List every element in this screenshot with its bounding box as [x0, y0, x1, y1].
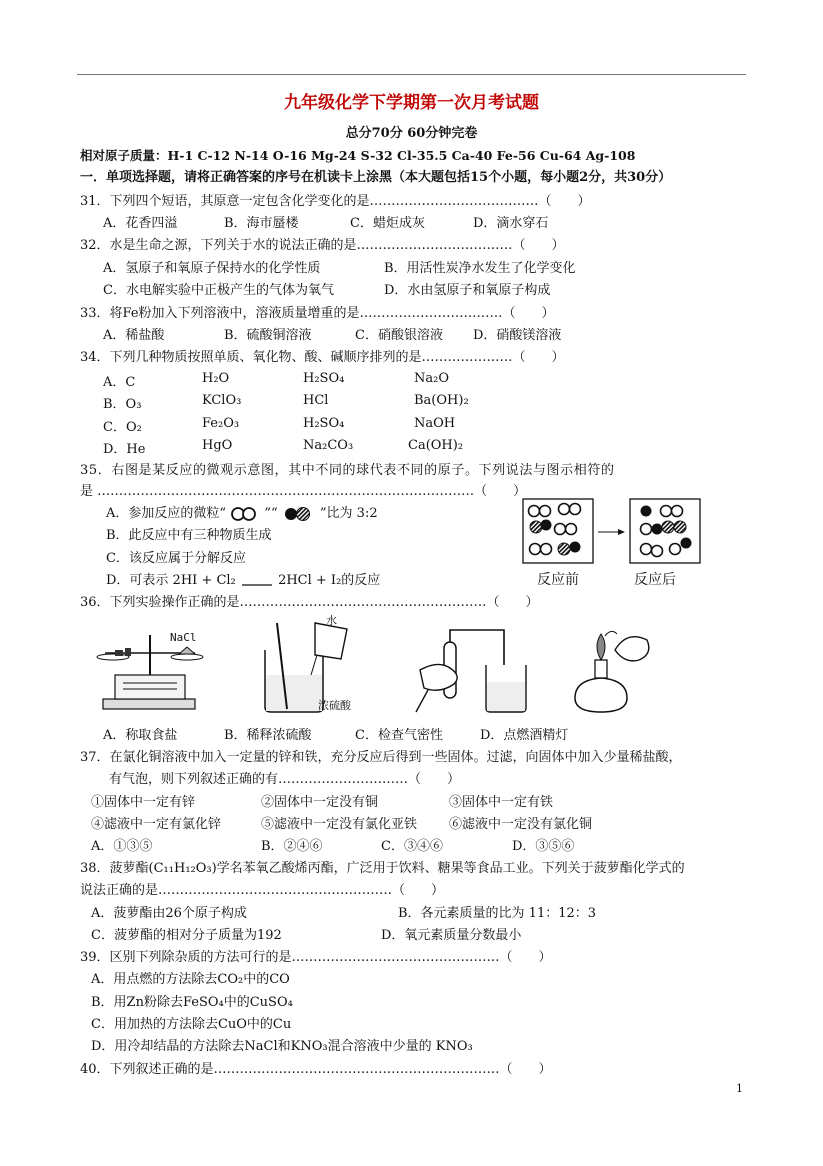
q38-option-a: A．菠萝酯由26个原子构成 [91, 906, 247, 921]
q35-option-c: C．该反应属于分解反应 [106, 551, 246, 566]
question-32-stem: 32．水是生命之源，下列关于水的说法正确的是………………………………（ ） [80, 238, 565, 253]
q37-option-c: C．③④⑥ [381, 839, 443, 854]
q37-option-d: D．③⑤⑥ [512, 839, 575, 854]
q34-row-b-col3: HCl [303, 393, 329, 408]
q38-option-b: B．各元素质量的比为 11：12：3 [398, 906, 597, 921]
q34-row-d-col3: Na₂CO₃ [303, 438, 354, 453]
question-37-stem-line1: 37．在氯化铜溶液中加入一定量的锌和铁，充分反应后得到一些固体。过滤，向固体中加入少量稀盐酸， [80, 750, 682, 765]
reaction-diagram [520, 497, 720, 567]
q34-row-a-col3: H₂SO₄ [303, 371, 345, 386]
atomic-mass-line: 相对原子质量：H-1 C-12 N-14 O-16 Mg-24 S-32 Cl-35.5 Ca-40 Fe-56 Cu-64 Ag-108 [80, 148, 636, 163]
exam-subtitle: 总分70分 60分钟完卷 [345, 126, 478, 141]
q37-option-b: B．②④⑥ [261, 839, 323, 854]
q34-row-b-col4: Ba(OH)₂ [414, 393, 469, 408]
q32-option-c: C．水电解实验中正极产生的气体为氧气 [103, 283, 334, 298]
label-before-reaction: 反应前 [537, 572, 579, 588]
question-38-stem-line2: 说法正确的是………………………………………………（ ） [80, 883, 445, 898]
q36-option-b: B．稀释浓硫酸 [224, 728, 312, 743]
q32-option-a: A．氢原子和氧原子保持水的化学性质 [103, 261, 321, 276]
q34-row-c-col3: H₂SO₄ [303, 416, 345, 431]
q37-option-a: A．①③⑤ [91, 839, 153, 854]
q39-option-d: D．用冷却结晶的方法除去NaCl和KNO₃混合溶液中少量的 KNO₃ [91, 1039, 473, 1054]
question-35-stem-line1: 35．右图是某反应的微观示意图，其中不同的球代表不同的原子。下列说法与图示相符的 [80, 463, 615, 478]
q33-option-d: D．硝酸镁溶液 [473, 328, 562, 343]
question-33-stem: 33．将Fe粉加入下列溶液中，溶液质量增重的是……………………………（ ） [80, 306, 555, 321]
q37-item-4: ④滤液中一定有氯化锌 [91, 817, 222, 832]
q35-option-a-suffix: ”比为 3:2 [319, 506, 378, 521]
page-title: 九年级化学下学期第一次月考试题 [284, 93, 539, 113]
q34-row-b-col2: KClO₃ [202, 393, 242, 408]
q33-option-b: B．硫酸铜溶液 [224, 328, 312, 343]
question-36-stem: 36．下列实验操作正确的是…………………………………………………（ ） [80, 595, 539, 610]
q36-option-c: C．检查气密性 [355, 728, 443, 743]
q33-option-c: C．硝酸银溶液 [355, 328, 443, 343]
q35-option-a-prefix: A．参加反应的微粒“ [106, 506, 227, 521]
q34-row-a-col1: A．C [103, 375, 136, 390]
q37-item-1: ①固体中一定有锌 [91, 795, 196, 810]
before-box [523, 499, 593, 563]
question-38-stem-line1: 38．菠萝酯(C₁₁H₁₂O₃)学名苯氧乙酸烯丙酯，广泛用于饮料、糖果等食品工业。下列关于菠萝酯化学式的 [80, 861, 685, 876]
question-39-stem: 39．区别下列除杂质的方法可行的是…………………………………………（ ） [80, 950, 552, 965]
header-rule [77, 74, 746, 75]
concentrated-acid-label: 浓硫酸 [318, 699, 351, 712]
q31-option-a: A．花香四溢 [103, 216, 178, 231]
q39-option-b: B．用Zn粉除去FeSO₄中的CuSO₄ [91, 995, 293, 1010]
q36-option-d: D．点燃酒精灯 [480, 728, 569, 743]
q34-row-c-col2: Fe₂O₃ [202, 416, 240, 431]
question-40-stem: 40．下列叙述正确的是…………………………………………………………（ ） [80, 1062, 552, 1077]
q32-option-b: B．用活性炭净水发生了化学变化 [384, 261, 576, 276]
q37-item-5: ⑤滤液中一定没有氯化亚铁 [261, 817, 418, 832]
q35-option-a [106, 502, 378, 522]
alcohol-lamp-illustration [565, 620, 655, 715]
water-label: 水 [326, 614, 337, 627]
q31-option-d: D．滴水穿石 [473, 216, 549, 231]
question-31-stem: 31．下列四个短语，其原意一定包含化学变化的是…………………………………（ ） [80, 194, 591, 209]
after-box [630, 499, 700, 563]
reaction-arrow [598, 529, 625, 535]
q39-option-a: A．用点燃的方法除去CO₂中的CO [91, 972, 290, 987]
page-number: 1 [736, 1082, 743, 1095]
q34-row-a-col4: Na₂O [414, 371, 449, 386]
q35-option-d-suffix: 2HCl + I₂的反应 [278, 573, 381, 588]
q38-option-c: C．菠萝酯的相对分子质量为192 [91, 928, 282, 943]
q37-item-6: ⑥滤液中一定没有氯化铜 [449, 817, 593, 832]
q34-row-c-col4: NaOH [414, 416, 456, 431]
q34-row-b-col1: B．O₃ [103, 397, 142, 412]
q39-option-c: C．用加热的方法除去CuO中的Cu [91, 1017, 292, 1032]
q35-option-d-prefix: D．可表示 2HI + Cl₂ [106, 573, 236, 588]
airtightness-check-illustration [410, 620, 530, 715]
q34-row-a-col2: H₂O [202, 371, 230, 386]
q37-item-2: ②固体中一定没有铜 [261, 795, 379, 810]
q36-option-a: A．称取食盐 [103, 728, 178, 743]
question-34-stem: 34．下列几种物质按照单质、氧化物、酸、碱顺序排列的是…………………（ ） [80, 350, 565, 365]
q37-item-3: ③固体中一定有铁 [449, 795, 554, 810]
q35-option-b: B．此反应中有三种物质生成 [106, 528, 272, 543]
section-heading: 一．单项选择题，请将正确答案的序号在机读卡上涂黑（本大题包括15个小题，每小题2分，共30分） [80, 170, 672, 185]
q33-option-a: A．稀盐酸 [103, 328, 165, 343]
nacl-label: NaCl [170, 631, 197, 644]
q32-option-d: D．水由氢原子和氧原子构成 [384, 283, 551, 298]
q35-option-d [106, 569, 380, 588]
equation-bar-icon [240, 575, 274, 587]
q31-option-c: C．蜡炬成灰 [350, 216, 425, 231]
black-striped-molecule-icon [282, 506, 316, 522]
label-after-reaction: 反应后 [634, 572, 676, 588]
q34-row-c-col1: C．O₂ [103, 420, 142, 435]
q34-row-d-col4: Ca(OH)₂ [408, 438, 464, 453]
q35-option-a-middle: ”“ [264, 506, 278, 521]
white-molecule-icon [230, 506, 260, 522]
q34-row-d-col1: D．He [103, 442, 146, 457]
q34-row-d-col2: HgO [202, 438, 233, 453]
question-37-stem-line2: 有气泡，则下列叙述正确的有…………………………（ ） [109, 772, 461, 787]
q38-option-d: D．氧元素质量分数最小 [381, 928, 522, 943]
question-35-stem-line2: 是 ……………………………………………………………………………（ ） [80, 484, 527, 499]
q31-option-b: B．海市蜃楼 [224, 216, 299, 231]
